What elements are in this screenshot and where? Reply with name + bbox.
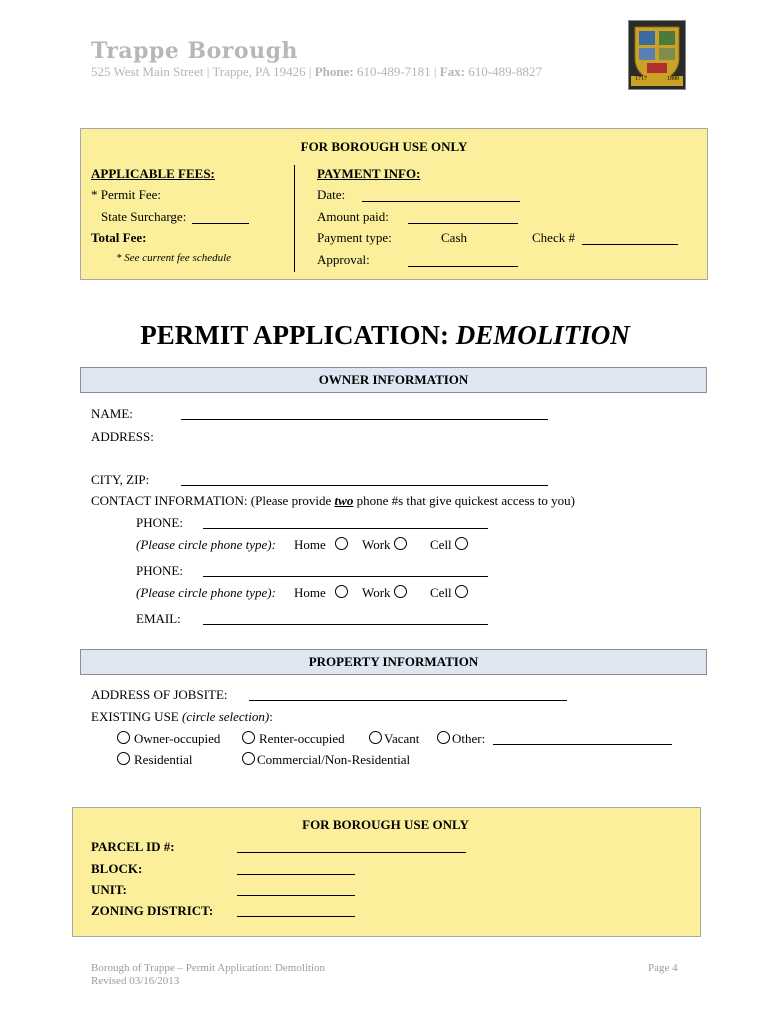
owner-name-label: NAME: xyxy=(91,406,133,421)
amount-paid-line[interactable] xyxy=(408,223,518,224)
owner-city-zip-label: CITY, ZIP: xyxy=(91,472,150,487)
permit-fee-label: * Permit Fee: xyxy=(91,187,162,202)
contact-info-prefix: CONTACT INFORMATION: (Please provide xyxy=(91,493,335,508)
contact-info-suffix: phone #s that give quickest access to you) xyxy=(353,493,576,508)
check-number-line[interactable] xyxy=(582,244,678,245)
header-address: 525 West Main Street | Trappe, PA 19426 | xyxy=(91,64,315,79)
state-surcharge-line[interactable] xyxy=(192,223,249,224)
radio-circle-icon[interactable] xyxy=(242,752,255,765)
jobsite-address-field[interactable] xyxy=(249,700,567,701)
block-field[interactable] xyxy=(237,874,355,875)
radio-circle-icon[interactable] xyxy=(117,752,130,765)
page-title-prefix: PERMIT APPLICATION: xyxy=(140,320,456,350)
unit-field[interactable] xyxy=(237,895,355,896)
other-label: Other: xyxy=(452,731,486,746)
borough-use-title: FOR BOROUGH USE ONLY xyxy=(300,139,468,154)
vacant-label: Vacant xyxy=(384,731,420,746)
date-label: Date: xyxy=(317,187,346,202)
owner-occupied-label: Owner-occupied xyxy=(134,731,221,746)
fee-schedule-note: * See current fee schedule xyxy=(116,252,232,264)
other-option[interactable] xyxy=(437,731,485,747)
existing-use-label xyxy=(91,709,273,725)
property-information-band: PROPERTY INFORMATION xyxy=(80,649,707,675)
radio-circle-icon[interactable] xyxy=(394,537,407,550)
applicable-fees-heading: APPLICABLE FEES: xyxy=(91,166,215,181)
other-use-field[interactable] xyxy=(493,744,672,745)
owner-occupied-option[interactable] xyxy=(117,731,220,747)
phone-1-home-option[interactable] xyxy=(294,537,348,553)
radio-circle-icon[interactable] xyxy=(335,537,348,550)
phone-2-work-option[interactable] xyxy=(362,585,407,601)
existing-use-suffix: : xyxy=(269,709,273,724)
owner-name-field[interactable] xyxy=(181,419,548,420)
parcel-id-label: PARCEL ID #: xyxy=(91,839,175,854)
existing-use-emphasis: (circle selection) xyxy=(182,709,270,724)
radio-circle-icon[interactable] xyxy=(394,585,407,598)
renter-occupied-label: Renter-occupied xyxy=(259,731,345,746)
owner-city-zip-field[interactable] xyxy=(181,485,548,486)
date-line[interactable] xyxy=(362,201,520,202)
contact-info-emphasis: two xyxy=(334,493,354,508)
radio-circle-icon[interactable] xyxy=(455,585,468,598)
payment-type-label: Payment type: xyxy=(317,230,392,245)
commercial-option[interactable] xyxy=(242,752,410,768)
phone-label: Phone: xyxy=(314,64,354,79)
state-surcharge-label: State Surcharge: xyxy=(101,209,187,224)
contact-information-label xyxy=(91,493,575,509)
owner-information-band: OWNER INFORMATION xyxy=(80,367,707,393)
footer-revision: Revised 03/16/2013 xyxy=(91,975,180,987)
jobsite-address-label: ADDRESS OF JOBSITE: xyxy=(91,687,228,702)
phone-2-circle-prompt: (Please circle phone type): xyxy=(136,585,276,600)
header-contact xyxy=(91,64,542,80)
phone-1-cell-option[interactable] xyxy=(430,537,468,553)
residential-option[interactable] xyxy=(117,752,193,768)
unit-label: UNIT: xyxy=(91,882,127,897)
cell-label: Cell xyxy=(430,585,452,600)
seal-year-left: 1717 xyxy=(635,76,647,82)
footer-document-title: Borough of Trappe – Permit Application: Demolition xyxy=(91,962,326,974)
payment-info-heading: PAYMENT INFO: xyxy=(317,166,421,181)
home-label: Home xyxy=(294,537,326,552)
payment-check-label: Check # xyxy=(532,230,575,245)
email-field[interactable] xyxy=(203,624,488,625)
phone-1-circle-prompt: (Please circle phone type): xyxy=(136,537,276,552)
phone-2-home-option[interactable] xyxy=(294,585,348,601)
borough-name: Trappe Borough xyxy=(91,38,298,64)
radio-circle-icon[interactable] xyxy=(437,731,450,744)
page-title xyxy=(0,320,770,351)
radio-circle-icon[interactable] xyxy=(455,537,468,550)
work-label: Work xyxy=(362,537,391,552)
zoning-district-field[interactable] xyxy=(237,916,355,917)
header-fax: 610-489-8827 xyxy=(465,64,542,79)
parcel-id-field[interactable] xyxy=(237,852,466,853)
approval-line[interactable] xyxy=(408,266,518,267)
box-divider xyxy=(294,165,295,272)
header-phone: 610-489-7181 | xyxy=(353,64,440,79)
phone-2-cell-option[interactable] xyxy=(430,585,468,601)
footer-page-number: Page 4 xyxy=(648,962,678,974)
email-label: EMAIL: xyxy=(136,611,181,626)
radio-circle-icon[interactable] xyxy=(242,731,255,744)
owner-address-label: ADDRESS: xyxy=(91,429,154,444)
page-title-emphasis: DEMOLITION xyxy=(455,320,630,350)
radio-circle-icon[interactable] xyxy=(117,731,130,744)
home-label: Home xyxy=(294,585,326,600)
zoning-district-label: ZONING DISTRICT: xyxy=(91,903,214,918)
phone-1-field[interactable] xyxy=(203,528,488,529)
borough-seal-icon xyxy=(628,20,686,90)
approval-label: Approval: xyxy=(317,252,370,267)
radio-circle-icon[interactable] xyxy=(369,731,382,744)
phone-1-label: PHONE: xyxy=(136,515,183,530)
work-label: Work xyxy=(362,585,391,600)
total-fee-label: Total Fee: xyxy=(91,230,147,245)
block-label: BLOCK: xyxy=(91,861,143,876)
phone-2-label: PHONE: xyxy=(136,563,183,578)
payment-cash-option[interactable]: Cash xyxy=(441,230,467,245)
fax-label: Fax: xyxy=(439,64,466,79)
phone-2-field[interactable] xyxy=(203,576,488,577)
cell-label: Cell xyxy=(430,537,452,552)
commercial-label: Commercial/Non-Residential xyxy=(257,752,411,767)
renter-occupied-option[interactable] xyxy=(242,731,345,747)
phone-1-work-option[interactable] xyxy=(362,537,407,553)
residential-label: Residential xyxy=(134,752,193,767)
seal-year-right: 1890 xyxy=(667,76,679,82)
vacant-option[interactable] xyxy=(369,731,419,747)
existing-use-prefix: EXISTING USE xyxy=(91,709,182,724)
radio-circle-icon[interactable] xyxy=(335,585,348,598)
borough-use-title-2: FOR BOROUGH USE ONLY xyxy=(302,817,469,832)
amount-paid-label: Amount paid: xyxy=(317,209,389,224)
